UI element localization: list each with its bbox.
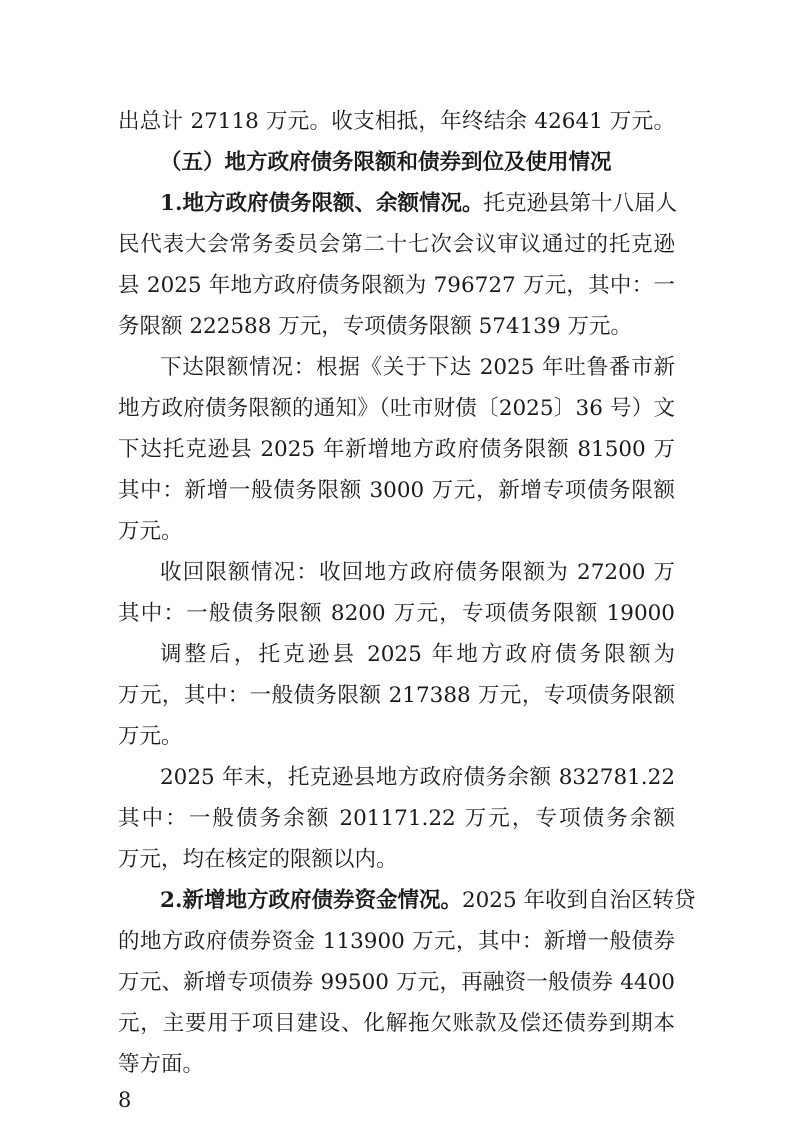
text-line: 县 2025 年地方政府债务限额为 796727 万元，其中：一 [118, 273, 675, 298]
text-line: 其中：新增一般债务限额 3000 万元，新增专项债务限额 [118, 478, 675, 503]
text-line: 其中：一般债务限额 8200 万元，专项债务限额 19000 [118, 601, 675, 626]
text-line: 万元。 [118, 724, 183, 749]
text-line: 等方面。 [118, 1052, 205, 1077]
text-line: 万元。 [118, 519, 183, 544]
text-line: 其中：一般债务余额 201171.22 万元，专项债务余额 [118, 806, 675, 831]
paragraph-line [160, 887, 696, 915]
subsection-title: 1.地方政府债务限额、余额情况。 [160, 191, 484, 216]
text-line: 收回限额情况：收回地方政府债务限额为 27200 万 [160, 560, 675, 585]
text-line: 地方政府债务限额的通知》（吐市财债〔2025〕36 号）文 [118, 396, 675, 421]
subsection-title: 2.新增地方政府债券资金情况。 [160, 888, 462, 913]
text-line: 元，主要用于项目建设、化解拖欠账款及偿还债券到期本 [118, 1011, 675, 1036]
text-line: 下达限额情况：根据《关于下达 2025 年吐鲁番市新 [160, 355, 675, 380]
text-line: 2025 年末，托克逊县地方政府债务余额 832781.22 [160, 765, 675, 790]
paragraph-line [160, 190, 675, 218]
text-line: 调整后，托克逊县 2025 年地方政府债务限额为 [160, 642, 675, 667]
text-line: 的地方政府债券资金 113900 万元，其中：新增一般债券 [118, 929, 675, 954]
text-span: 托克逊县第十八届人 [483, 191, 677, 216]
section-heading: （五）地方政府债务限额和债券到位及使用情况 [160, 150, 612, 175]
text-line: 下达托克逊县 2025 年新增地方政府债务限额 81500 万 [118, 437, 675, 462]
text-span: 2025 年收到自治区转贷 [461, 888, 696, 913]
text-line: 出总计 27118 万元。收支相抵，年终结余 42641 万元。 [118, 109, 675, 134]
text-line: 万元，均在核定的限额以内。 [118, 847, 398, 872]
text-line: 万元，其中：一般债务限额 217388 万元，专项债务限额 [118, 683, 675, 708]
page-number: 8 [118, 1088, 132, 1112]
text-line: 万元、新增专项债券 99500 万元，再融资一般债券 4400 [118, 970, 675, 995]
text-line: 民代表大会常务委员会第二十七次会议审议通过的托克逊 [118, 232, 675, 257]
text-line: 务限额 222588 万元，专项债务限额 574139 万元。 [118, 314, 632, 339]
